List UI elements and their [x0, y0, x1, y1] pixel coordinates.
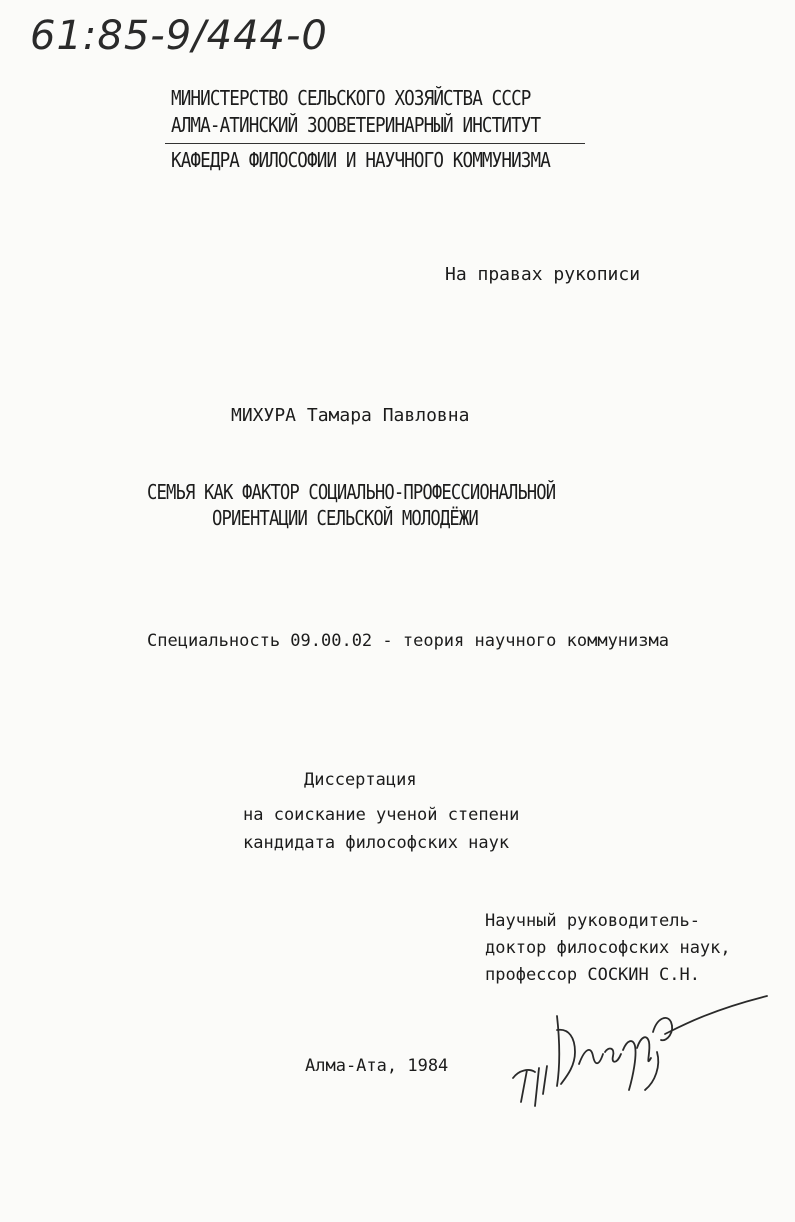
- department-line: КАФЕДРА ФИЛОСОФИИ И НАУЧНОГО КОММУНИЗМА: [171, 148, 550, 172]
- handwritten-signature: [505, 990, 775, 1110]
- place-year: Алма-Ата, 1984: [305, 1056, 449, 1076]
- author-name: МИХУРА Тамара Павловна: [231, 405, 470, 426]
- manuscript-note: На правах рукописи: [445, 264, 641, 285]
- degree-line-1: на соискание ученой степени: [243, 805, 520, 825]
- supervisor-line-3: профессор СОСКИН С.Н.: [485, 965, 700, 985]
- supervisor-line-2: доктор философских наук,: [485, 938, 731, 958]
- dissertation-label: Диссертация: [304, 770, 417, 790]
- specialty-line: Специальность 09.00.02 - теория научного коммунизма: [147, 631, 669, 651]
- ministry-line: МИНИСТЕРСТВО СЕЛЬСКОГО ХОЗЯЙСТВА СССР: [171, 86, 531, 110]
- thesis-title-line-1: СЕМЬЯ КАК ФАКТОР СОЦИАЛЬНО-ПРОФЕССИОНАЛЬНОЙ: [147, 480, 556, 504]
- thesis-title-line-2: ОРИЕНТАЦИИ СЕЛЬСКОЙ МОЛОДЁЖИ: [212, 506, 478, 530]
- header-underline: [165, 143, 585, 144]
- institute-line: АЛМА-АТИНСКИЙ ЗООВЕТЕРИНАРНЫЙ ИНСТИТУТ: [171, 113, 541, 137]
- archive-code-handwritten: 61:85-9/444-0: [30, 13, 328, 59]
- degree-line-2: кандидата философских наук: [243, 833, 510, 853]
- supervisor-line-1: Научный руководитель-: [485, 911, 700, 931]
